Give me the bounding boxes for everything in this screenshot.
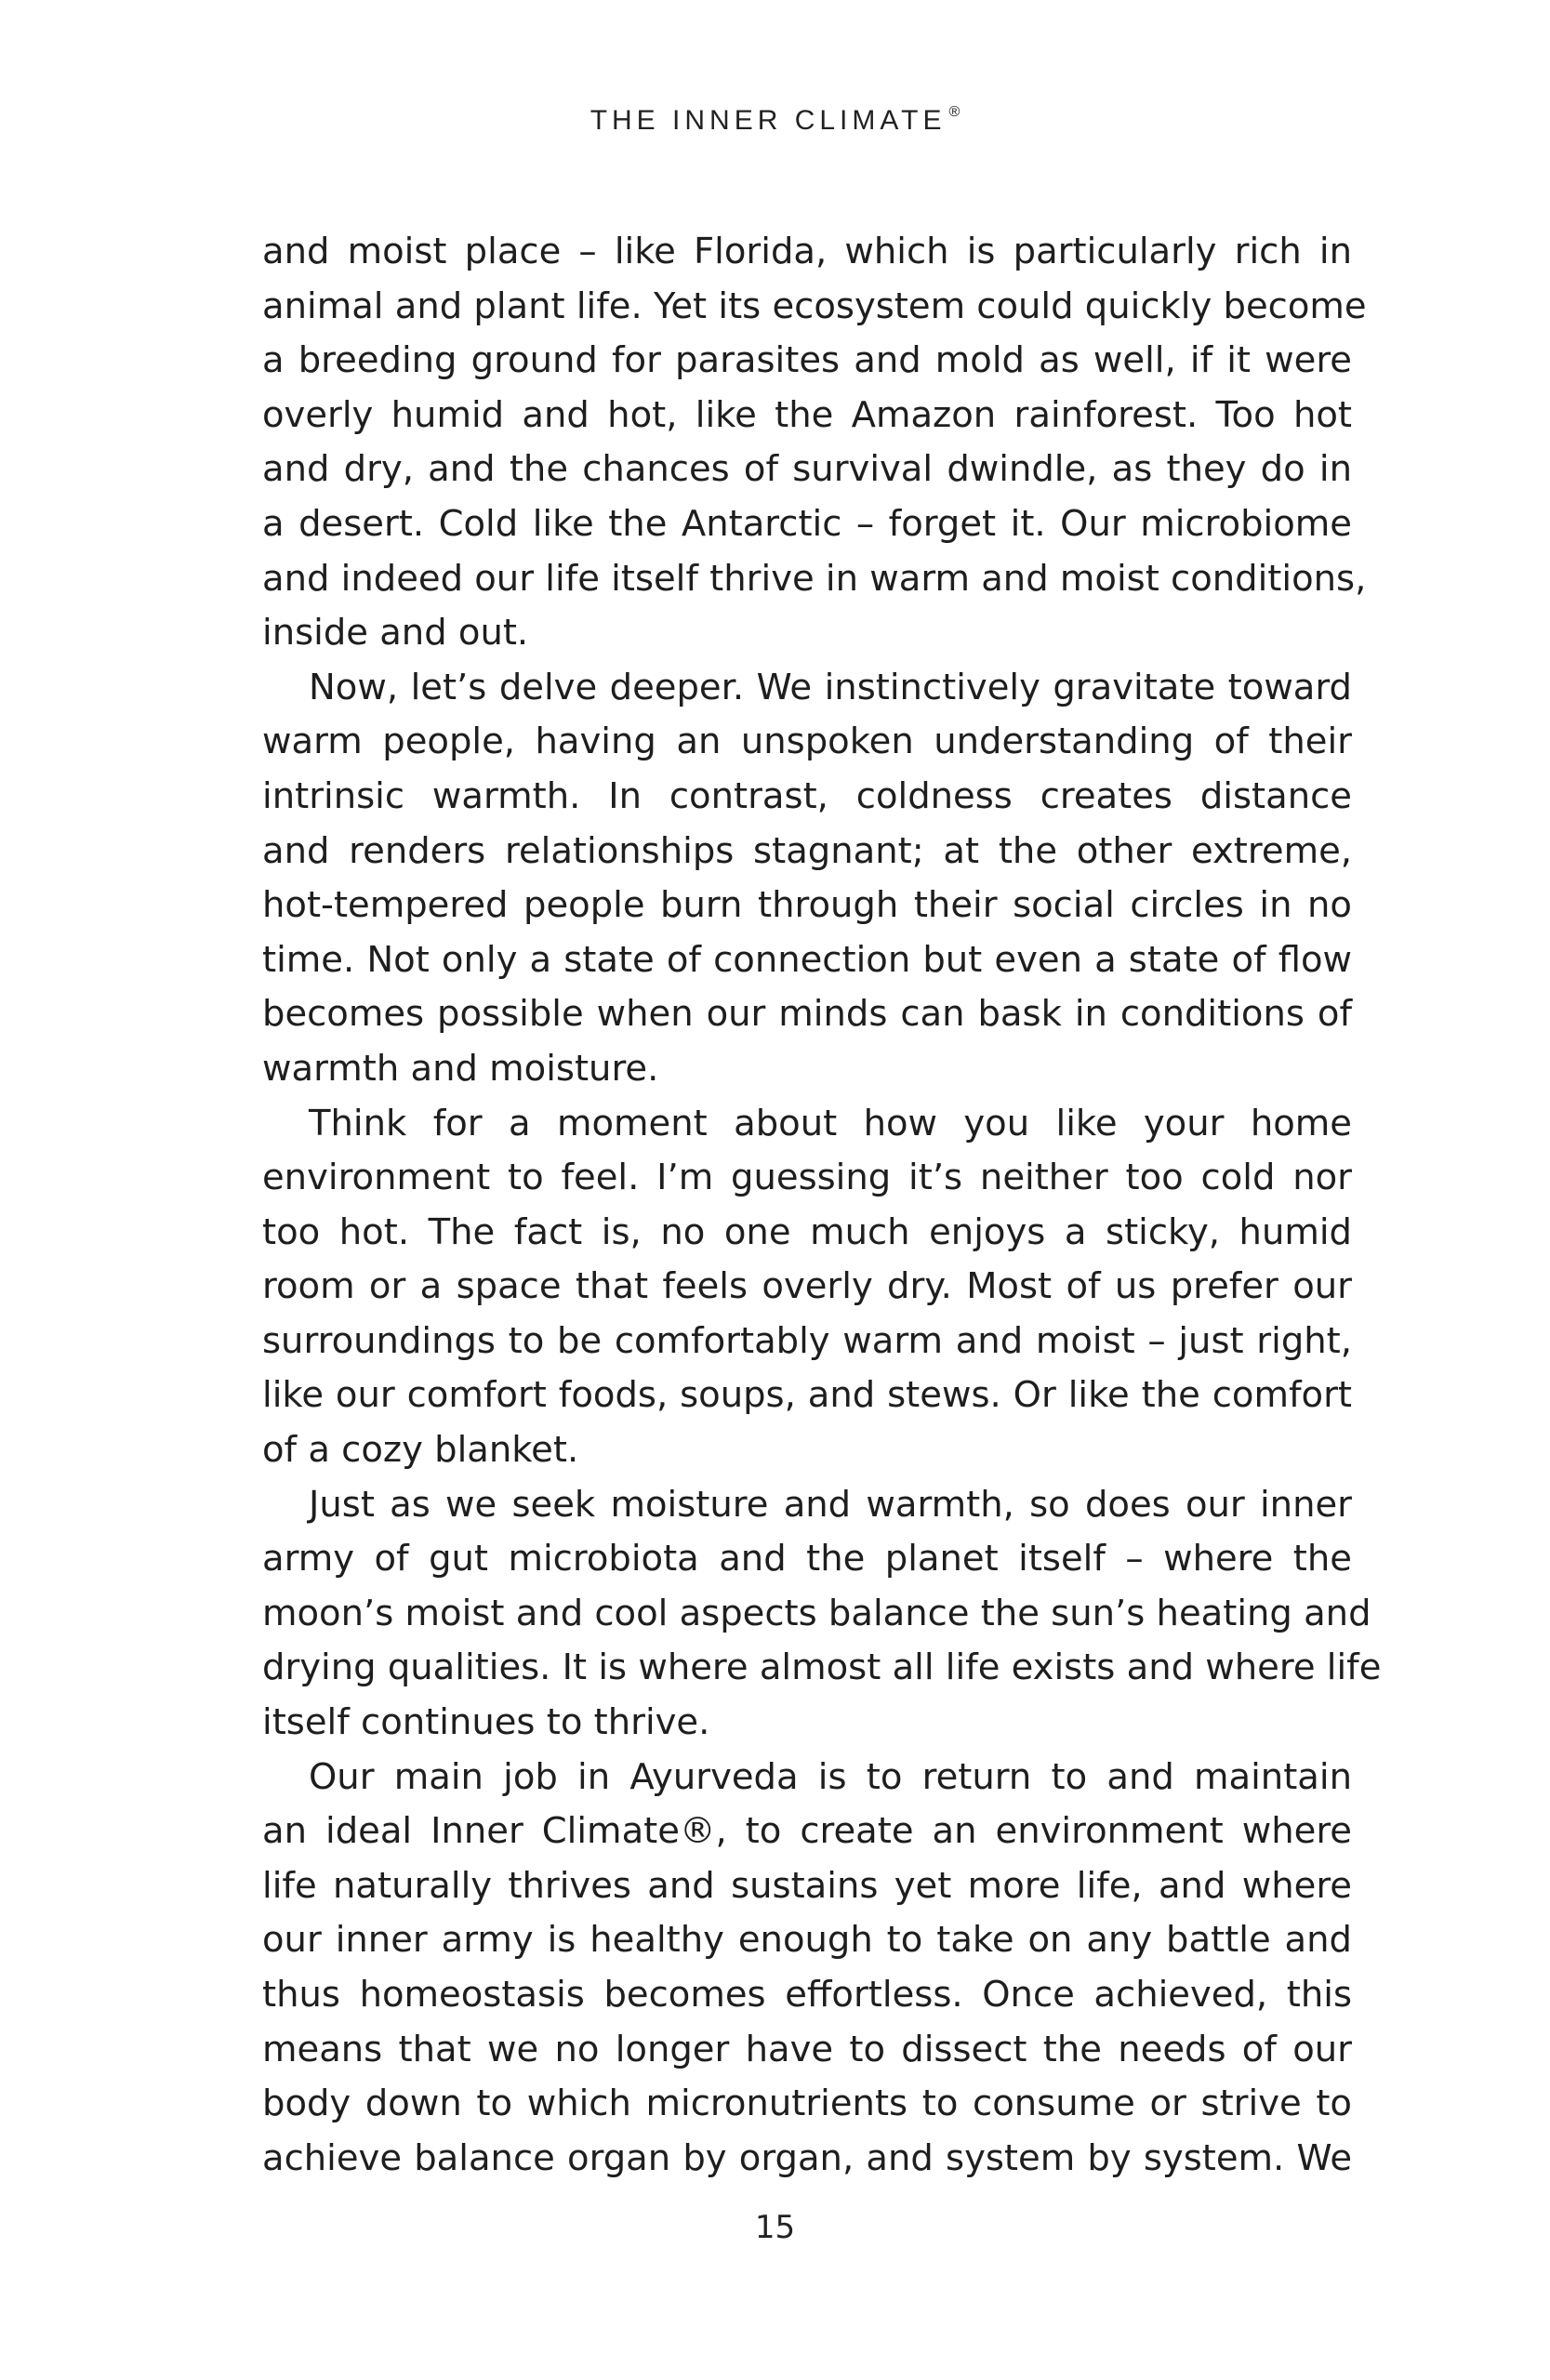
text-line: drying qualities. It is where almost all life exists and where life: [262, 1646, 1382, 1689]
text-line: becomes possible when our minds can bask in conditions of: [262, 993, 1352, 1036]
text-line: a desert. Cold like the Antarctic – forget it. Our microbiome: [262, 502, 1352, 545]
text-line: warm people, having an unspoken understanding of their: [262, 721, 1352, 763]
text-line: and moist place – like Florida, which is particularly rich in: [262, 231, 1352, 272]
body-text: [262, 225, 1382, 2186]
paragraph-2: [262, 661, 1352, 1097]
text-line: Think for a moment about how you like your home: [309, 1102, 1352, 1144]
text-line: itself continues to thrive.: [262, 1701, 710, 1744]
text-line: of a cozy blanket.: [262, 1429, 579, 1472]
text-line: room or a space that feels overly dry. Most of us prefer our: [262, 1265, 1352, 1308]
text-line: overly humid and hot, like the Amazon rainforest. Too hot: [262, 393, 1352, 436]
paragraph-5: [262, 1751, 1352, 2187]
text-line: life naturally thrives and sustains yet more life, and where: [262, 1864, 1352, 1907]
text-line: time. Not only a state of connection but even a state of flow: [262, 938, 1352, 981]
text-line: surroundings to be comfortably warm and moist – just right,: [262, 1319, 1352, 1362]
registered-mark: ®: [948, 104, 960, 120]
paragraph-3: [262, 1097, 1352, 1478]
paragraph-1: [262, 225, 1367, 661]
text-line: thus homeostasis becomes effortless. Once achieved, this: [262, 1974, 1352, 2016]
text-line: inside and out.: [262, 612, 529, 654]
text-line: means that we no longer have to dissect the needs of our: [262, 2028, 1352, 2070]
page-number: 15: [754, 2209, 796, 2246]
text-line: Our main job in Ayurveda is to return to and maintain: [309, 1755, 1352, 1798]
text-line: and indeed our life itself thrive in warm and moist conditions,: [262, 557, 1367, 600]
text-line: Just as we seek moisture and warmth, so does our inner: [309, 1483, 1352, 1526]
text-line: Now, let’s delve deeper. We instinctively gravitate toward: [309, 666, 1352, 708]
text-line: environment to feel. I’m guessing it’s neither too cold nor: [262, 1157, 1352, 1199]
text-line: and dry, and the chances of survival dwindle, as they do in: [262, 448, 1352, 491]
text-line: and renders relationships stagnant; at the other extreme,: [262, 829, 1352, 872]
paragraph-4: [262, 1478, 1382, 1751]
running-header: [0, 104, 1550, 137]
text-line: like our comfort foods, soups, and stews. Or like the comfort: [262, 1374, 1352, 1417]
text-line: intrinsic warmth. In contrast, coldness creates distance: [262, 774, 1352, 817]
text-line: warmth and moisture.: [262, 1047, 659, 1090]
text-line: an ideal Inner Climate®, to create an environment where: [262, 1810, 1352, 1853]
text-line: a breeding ground for parasites and mold as well, if it were: [262, 339, 1352, 382]
text-line: achieve balance organ by organ, and system by system. We: [262, 2136, 1352, 2179]
text-line: our inner army is healthy enough to take on any battle and: [262, 1919, 1352, 1962]
text-line: too hot. The fact is, no one much enjoys a sticky, humid: [262, 1210, 1352, 1253]
text-line: animal and plant life. Yet its ecosystem could quickly become: [262, 284, 1367, 327]
text-line: body down to which micronutrients to consume or strive to: [262, 2082, 1352, 2125]
running-header-title: THE INNER CLIMATE: [590, 105, 947, 136]
text-line: moon’s moist and cool aspects balance the sun’s heating and: [262, 1592, 1371, 1634]
text-line: army of gut microbiota and the planet itself – where the: [262, 1538, 1352, 1580]
text-line: hot-tempered people burn through their social circles in no: [262, 884, 1352, 927]
